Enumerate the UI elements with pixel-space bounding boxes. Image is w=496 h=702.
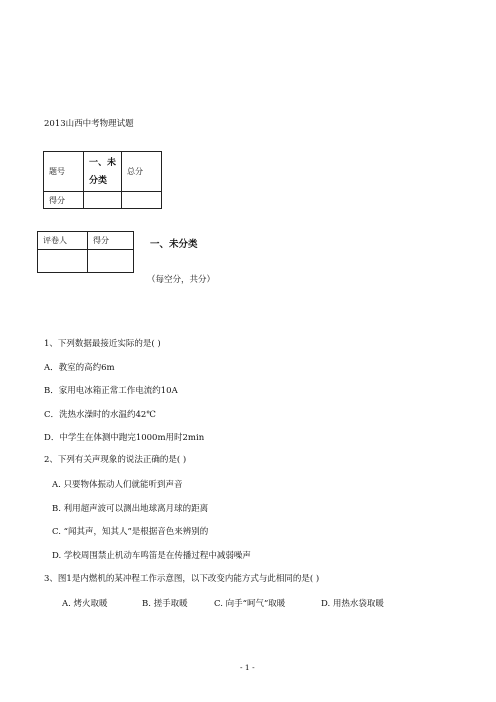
reviewer-table-cell: 得分 [88,232,134,250]
question-option: B. 利用超声波可以测出地球离月球的距离 [52,504,209,514]
question-option: C．洗热水澡时的水温约42℃ [44,410,156,420]
score-table-cell [122,192,162,209]
question-option: C. “闻其声，知其人”是根据音色来辨别的 [52,527,209,537]
reviewer-table-cell [88,250,134,273]
reviewer-table-header-row [38,232,134,250]
page-number: - 1 - [240,663,255,672]
score-table-cell: 总分 [122,152,162,192]
question-option: D．中学生在体测中跑完1000m用时2min [44,433,205,443]
score-table-cell: 题号 [44,152,84,192]
question-option: B. 搓手取暖 [142,599,188,609]
question-option: D. 用热水袋取暖 [321,599,384,609]
score-table-cell [84,192,122,209]
section-note: （每空分，共分） [147,275,216,285]
reviewer-table-cell: 评卷人 [38,232,88,250]
score-table-cell: 得分 [44,192,84,209]
section-heading: 一、未分类 [150,239,198,250]
question-option: D. 学校周围禁止机动车鸣笛是在传播过程中减弱噪声 [52,551,251,561]
score-table-cell: 一、未分类 [84,152,122,192]
question-option: A．教室的高约6m [44,363,115,373]
reviewer-table-blank-row [38,250,134,273]
question-stem: 1、下列数据最接近实际的是( ) [44,339,161,349]
score-table-header-row [44,152,162,192]
question-stem: 3、图1是内燃机的某冲程工作示意图，以下改变内能方式与此相同的是( ) [44,574,320,584]
score-table [43,151,162,209]
document-title: 2013山西中考物理试题 [44,119,134,129]
question-option: B．家用电冰箱正常工作电流约10A [44,386,178,396]
score-table-score-row [44,192,162,209]
reviewer-table-cell [38,250,88,273]
reviewer-table [37,231,134,273]
question-option: A. 烤火取暖 [62,599,108,609]
question-stem: 2、下列有关声现象的说法正确的是( ) [44,455,187,465]
question-option: A. 只要物体振动人们就能听到声音 [52,480,183,490]
question-option: C. 向手“呵气”取暖 [214,599,286,609]
